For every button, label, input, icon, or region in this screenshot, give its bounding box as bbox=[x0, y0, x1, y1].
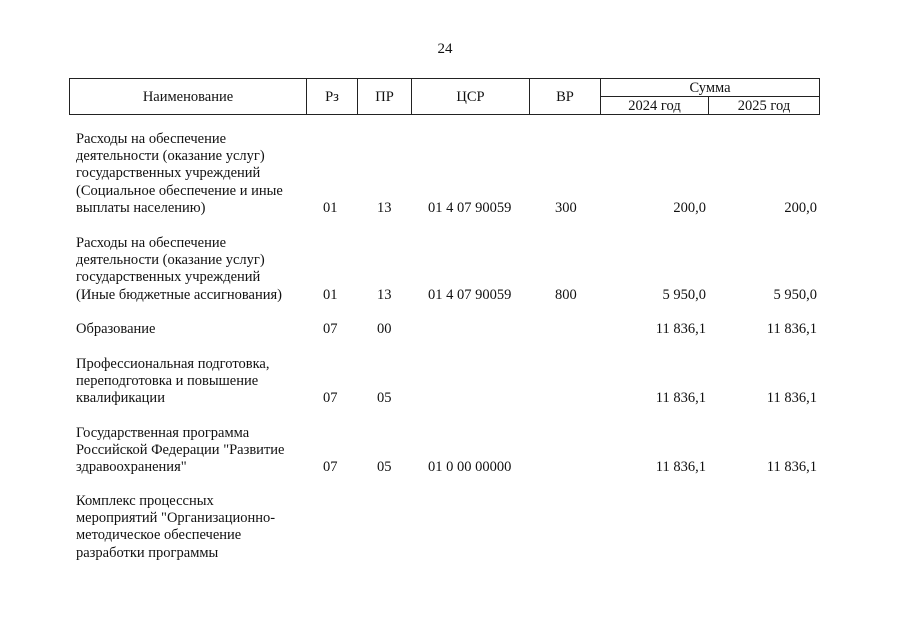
row-sum-2025: 11 836,1 bbox=[766, 390, 817, 406]
row-name: Комплекс процессных мероприятий "Организационно- методическое обеспечение разработки программы bbox=[76, 493, 276, 561]
header-pr: ПР bbox=[358, 79, 412, 115]
header-sum: Сумма bbox=[601, 79, 820, 97]
row-pr: 13 bbox=[377, 200, 392, 216]
header-vr: ВР bbox=[530, 79, 601, 115]
row-sum-2024: 200,0 bbox=[673, 200, 706, 216]
header-name: Наименование bbox=[70, 79, 307, 115]
row-sum-2025: 200,0 bbox=[784, 200, 817, 216]
row-csr: 01 4 07 90059 bbox=[428, 287, 512, 303]
row-name: Расходы на обеспечение деятельности (оказание услуг) государственных учреждений (Социальное обеспечение и иные выплаты населению) bbox=[76, 131, 283, 216]
row-name: Расходы на обеспечение деятельности (оказание услуг) государственных учреждений (Иные бюджетные ассигнования) bbox=[76, 235, 283, 303]
row-sum-2025: 11 836,1 bbox=[766, 321, 817, 337]
page-number: 24 bbox=[437, 41, 453, 57]
row-vr: 300 bbox=[555, 200, 577, 216]
row-sum-2024: 5 950,0 bbox=[662, 287, 706, 303]
header-csr: ЦСР bbox=[412, 79, 530, 115]
row-rz: 01 bbox=[323, 200, 338, 216]
row-pr: 00 bbox=[377, 321, 392, 337]
row-sum-2024: 11 836,1 bbox=[655, 390, 706, 406]
row-rz: 07 bbox=[323, 321, 338, 337]
row-sum-2025: 11 836,1 bbox=[766, 459, 817, 475]
row-rz: 07 bbox=[323, 459, 338, 475]
row-pr: 05 bbox=[377, 459, 392, 475]
row-name: Образование bbox=[76, 321, 156, 337]
row-sum-2025: 5 950,0 bbox=[773, 287, 817, 303]
header-rz: Рз bbox=[307, 79, 358, 115]
table-header bbox=[69, 78, 820, 115]
row-vr: 800 bbox=[555, 287, 577, 303]
row-rz: 01 bbox=[323, 287, 338, 303]
row-name: Государственная программа Российской Федерации "Развитие здравоохранения" bbox=[76, 425, 285, 476]
row-sum-2024: 11 836,1 bbox=[655, 321, 706, 337]
row-csr: 01 4 07 90059 bbox=[428, 200, 512, 216]
header-year-2025: 2025 год bbox=[709, 97, 820, 115]
header-year-2024: 2024 год bbox=[601, 97, 709, 115]
row-pr: 05 bbox=[377, 390, 392, 406]
row-csr: 01 0 00 00000 bbox=[428, 459, 512, 475]
row-name: Профессиональная подготовка, переподготовка и повышение квалификации bbox=[76, 356, 270, 407]
row-pr: 13 bbox=[377, 287, 392, 303]
row-rz: 07 bbox=[323, 390, 338, 406]
row-sum-2024: 11 836,1 bbox=[655, 459, 706, 475]
